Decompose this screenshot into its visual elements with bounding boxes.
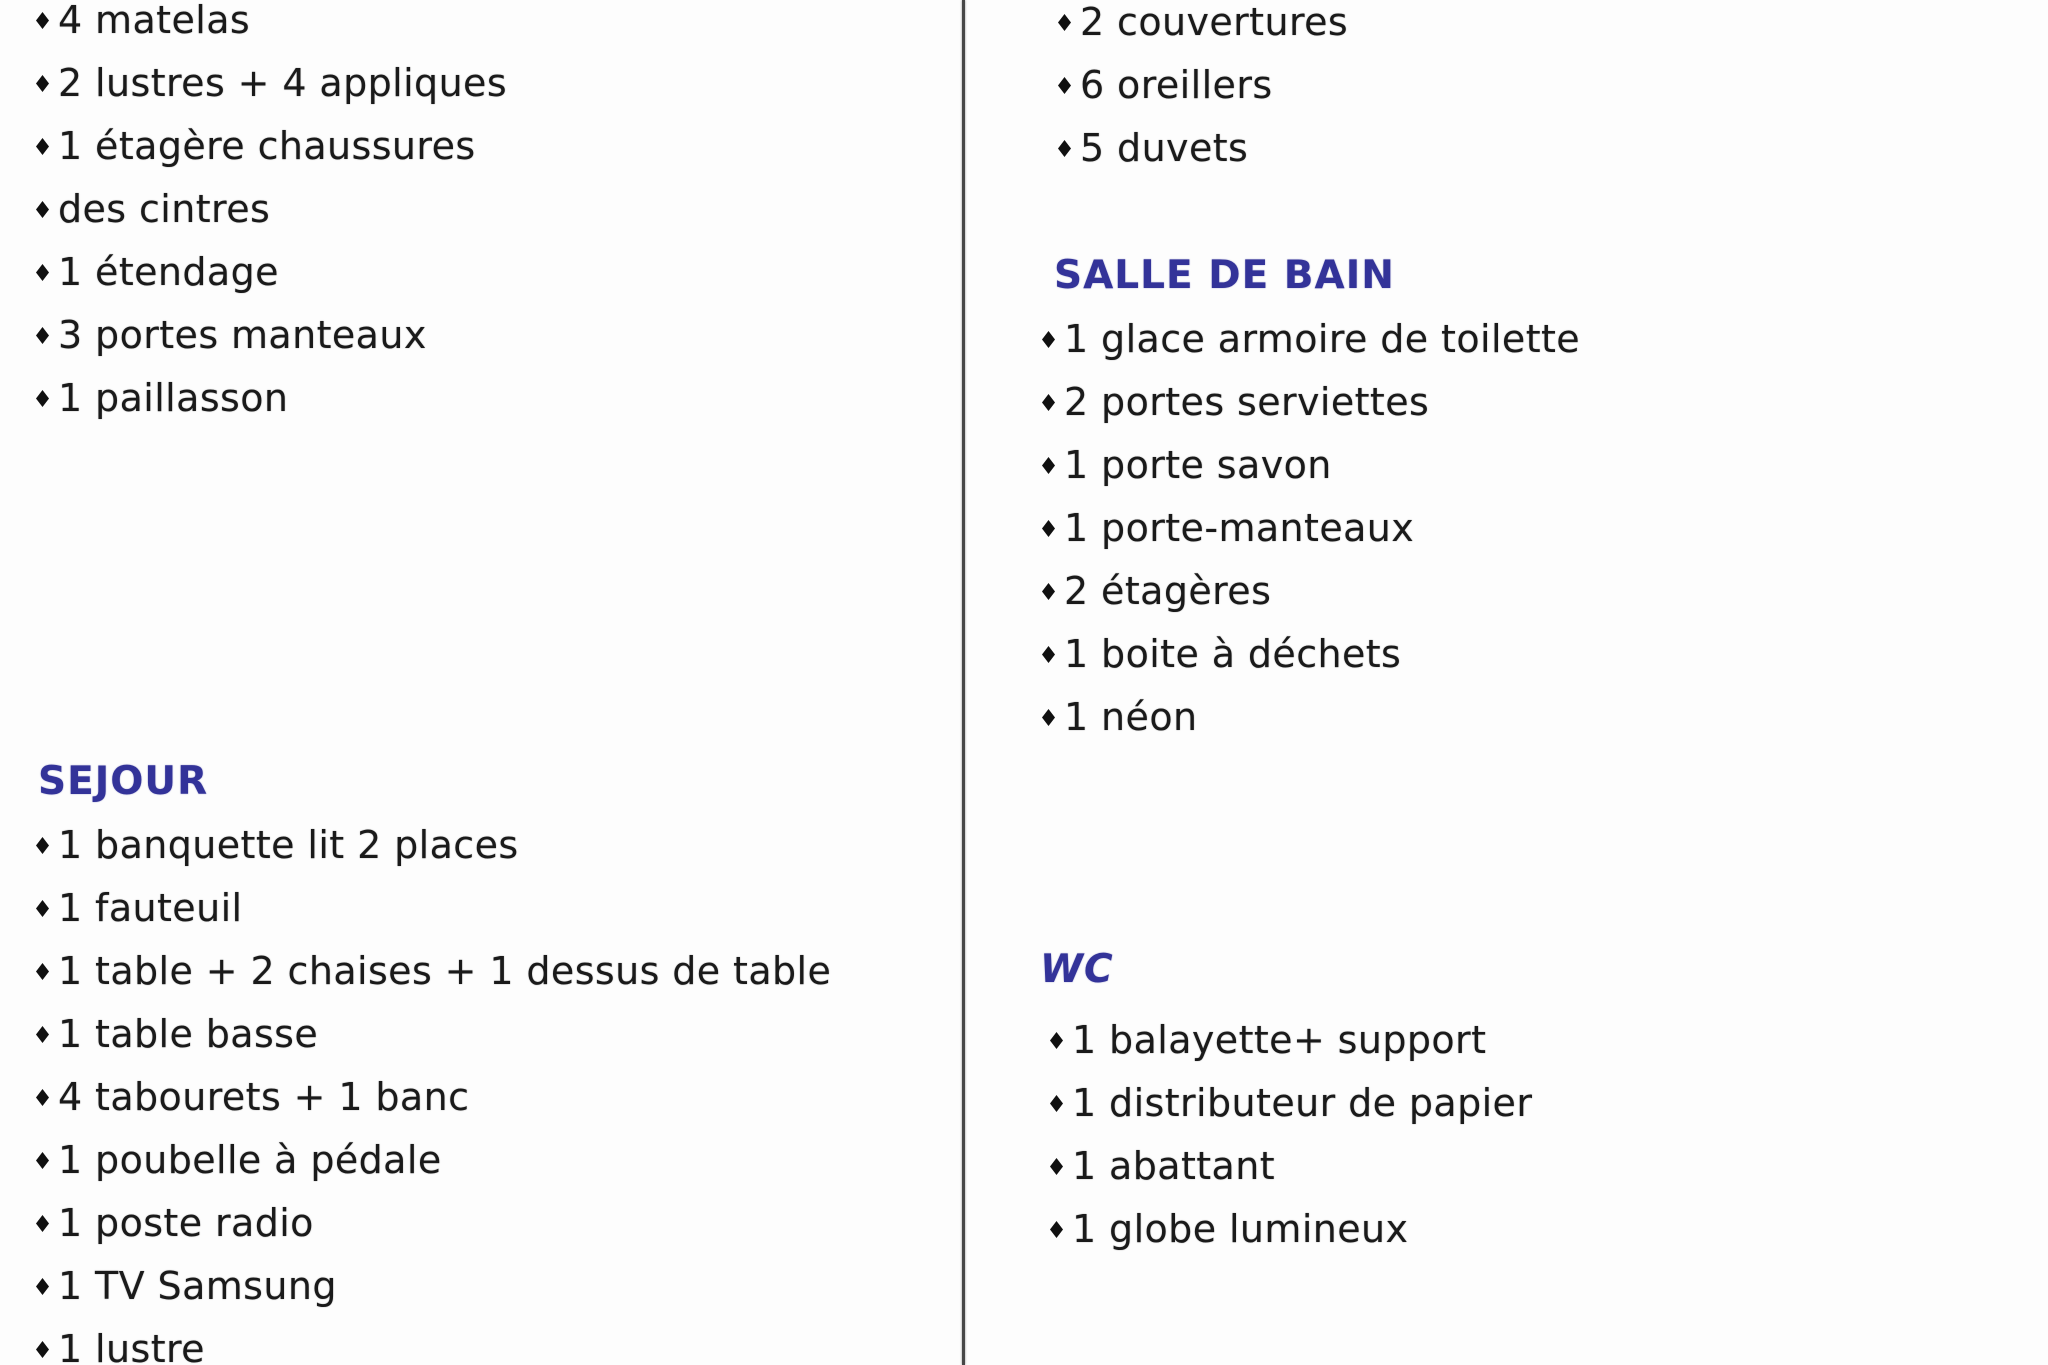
list-item <box>36 939 936 1002</box>
list-item <box>1040 496 2020 559</box>
section-heading: SALLE DE BAIN <box>1054 253 1395 298</box>
list-item-label: 1 boite à déchets <box>1064 631 1402 676</box>
list-item-label: 1 globe lumineux <box>1072 1206 1409 1251</box>
list-item <box>1040 116 2020 179</box>
list-item <box>1040 0 2020 53</box>
diamond-bullet-icon <box>36 390 49 407</box>
diamond-bullet-icon <box>1042 457 1055 474</box>
list-item <box>36 177 936 240</box>
list-item <box>36 1254 936 1317</box>
left-column <box>36 0 936 1365</box>
list-item-label: 1 porte-manteaux <box>1064 505 1415 550</box>
diamond-bullet-icon <box>1058 77 1071 94</box>
entree-items-section <box>36 0 936 429</box>
list-item-label: 5 duvets <box>1080 125 1249 170</box>
list-item <box>36 303 936 366</box>
list-item-label: 4 matelas <box>58 0 251 42</box>
list-item <box>36 1191 936 1254</box>
list-item-label: 1 distributeur de papier <box>1072 1080 1533 1125</box>
list-item-label: 1 table + 2 chaises + 1 dessus de table <box>58 948 832 993</box>
diamond-bullet-icon <box>36 12 49 29</box>
diamond-bullet-icon <box>36 900 49 917</box>
diamond-bullet-icon <box>36 1089 49 1106</box>
diamond-bullet-icon <box>36 75 49 92</box>
right-column <box>1040 0 2020 1365</box>
list-item-label: 1 abattant <box>1072 1143 1276 1188</box>
bedding-items-section <box>1040 0 2020 179</box>
diamond-bullet-icon <box>36 1026 49 1043</box>
list-item-label: 1 étagère chaussures <box>58 123 476 168</box>
diamond-bullet-icon <box>36 327 49 344</box>
list-item-label: 1 balayette+ support <box>1072 1017 1487 1062</box>
list-item-label: 1 poubelle à pédale <box>58 1137 442 1182</box>
column-divider-line <box>962 0 965 1365</box>
diamond-bullet-icon <box>1050 1095 1063 1112</box>
sejour-section <box>36 750 936 1365</box>
list-item-label: 1 lustre <box>58 1326 205 1365</box>
diamond-bullet-icon <box>36 1215 49 1232</box>
diamond-bullet-icon <box>1058 140 1071 157</box>
wc-section <box>1040 938 2020 1260</box>
list-item-label: 1 glace armoire de toilette <box>1064 316 1581 361</box>
list-item-label: 2 portes serviettes <box>1064 379 1430 424</box>
diamond-bullet-icon <box>36 264 49 281</box>
list-item-label: 1 étendage <box>58 249 279 294</box>
list-item <box>1040 433 2020 496</box>
diamond-bullet-icon <box>36 837 49 854</box>
diamond-bullet-icon <box>1042 394 1055 411</box>
diamond-bullet-icon <box>1050 1032 1063 1049</box>
diamond-bullet-icon <box>1042 709 1055 726</box>
list-item <box>36 0 936 51</box>
section-heading: SEJOUR <box>38 759 209 804</box>
list-item-label: 1 paillasson <box>58 375 289 420</box>
diamond-bullet-icon <box>1042 520 1055 537</box>
diamond-bullet-icon <box>1042 646 1055 663</box>
list-item-label: 2 étagères <box>1064 568 1272 613</box>
list-item-label: 6 oreillers <box>1080 62 1273 107</box>
diamond-bullet-icon <box>1042 331 1055 348</box>
list-item-label: 1 fauteuil <box>58 885 243 930</box>
list-item <box>36 114 936 177</box>
list-item <box>1040 685 2020 748</box>
list-item <box>36 240 936 303</box>
list-item <box>1040 1197 2020 1260</box>
list-item <box>36 1002 936 1065</box>
list-item <box>1040 622 2020 685</box>
list-item <box>1040 1134 2020 1197</box>
list-item-label: 3 portes manteaux <box>58 312 427 357</box>
list-item-label: 1 table basse <box>58 1011 319 1056</box>
diamond-bullet-icon <box>36 201 49 218</box>
list-item-label: 2 lustres + 4 appliques <box>58 60 508 105</box>
list-item-label: 1 porte savon <box>1064 442 1332 487</box>
list-item <box>36 813 936 876</box>
salle-de-bain-section <box>1040 244 2020 748</box>
list-item <box>1040 53 2020 116</box>
list-item <box>1040 370 2020 433</box>
list-item-label: 1 banquette lit 2 places <box>58 822 519 867</box>
list-item-label: 2 couvertures <box>1080 0 1349 44</box>
list-item <box>1040 1071 2020 1134</box>
diamond-bullet-icon <box>36 1341 49 1358</box>
diamond-bullet-icon <box>1050 1158 1063 1175</box>
diamond-bullet-icon <box>36 1152 49 1169</box>
list-item <box>36 876 936 939</box>
list-item-label: 4 tabourets + 1 banc <box>58 1074 470 1119</box>
section-heading: WC <box>1040 947 1114 992</box>
list-item <box>36 366 936 429</box>
list-item-label: 1 poste radio <box>58 1200 314 1245</box>
list-item-label: 1 TV Samsung <box>58 1263 337 1308</box>
list-item <box>36 1317 936 1365</box>
list-item <box>36 1128 936 1191</box>
list-item <box>36 1065 936 1128</box>
diamond-bullet-icon <box>36 963 49 980</box>
diamond-bullet-icon <box>36 1278 49 1295</box>
list-item <box>1040 1008 2020 1071</box>
list-item <box>36 51 936 114</box>
diamond-bullet-icon <box>1042 583 1055 600</box>
diamond-bullet-icon <box>1058 14 1071 31</box>
list-item-label: des cintres <box>58 186 271 231</box>
list-item <box>1040 307 2020 370</box>
list-item-label: 1 néon <box>1064 694 1198 739</box>
diamond-bullet-icon <box>1050 1221 1063 1238</box>
diamond-bullet-icon <box>36 138 49 155</box>
list-item <box>1040 559 2020 622</box>
